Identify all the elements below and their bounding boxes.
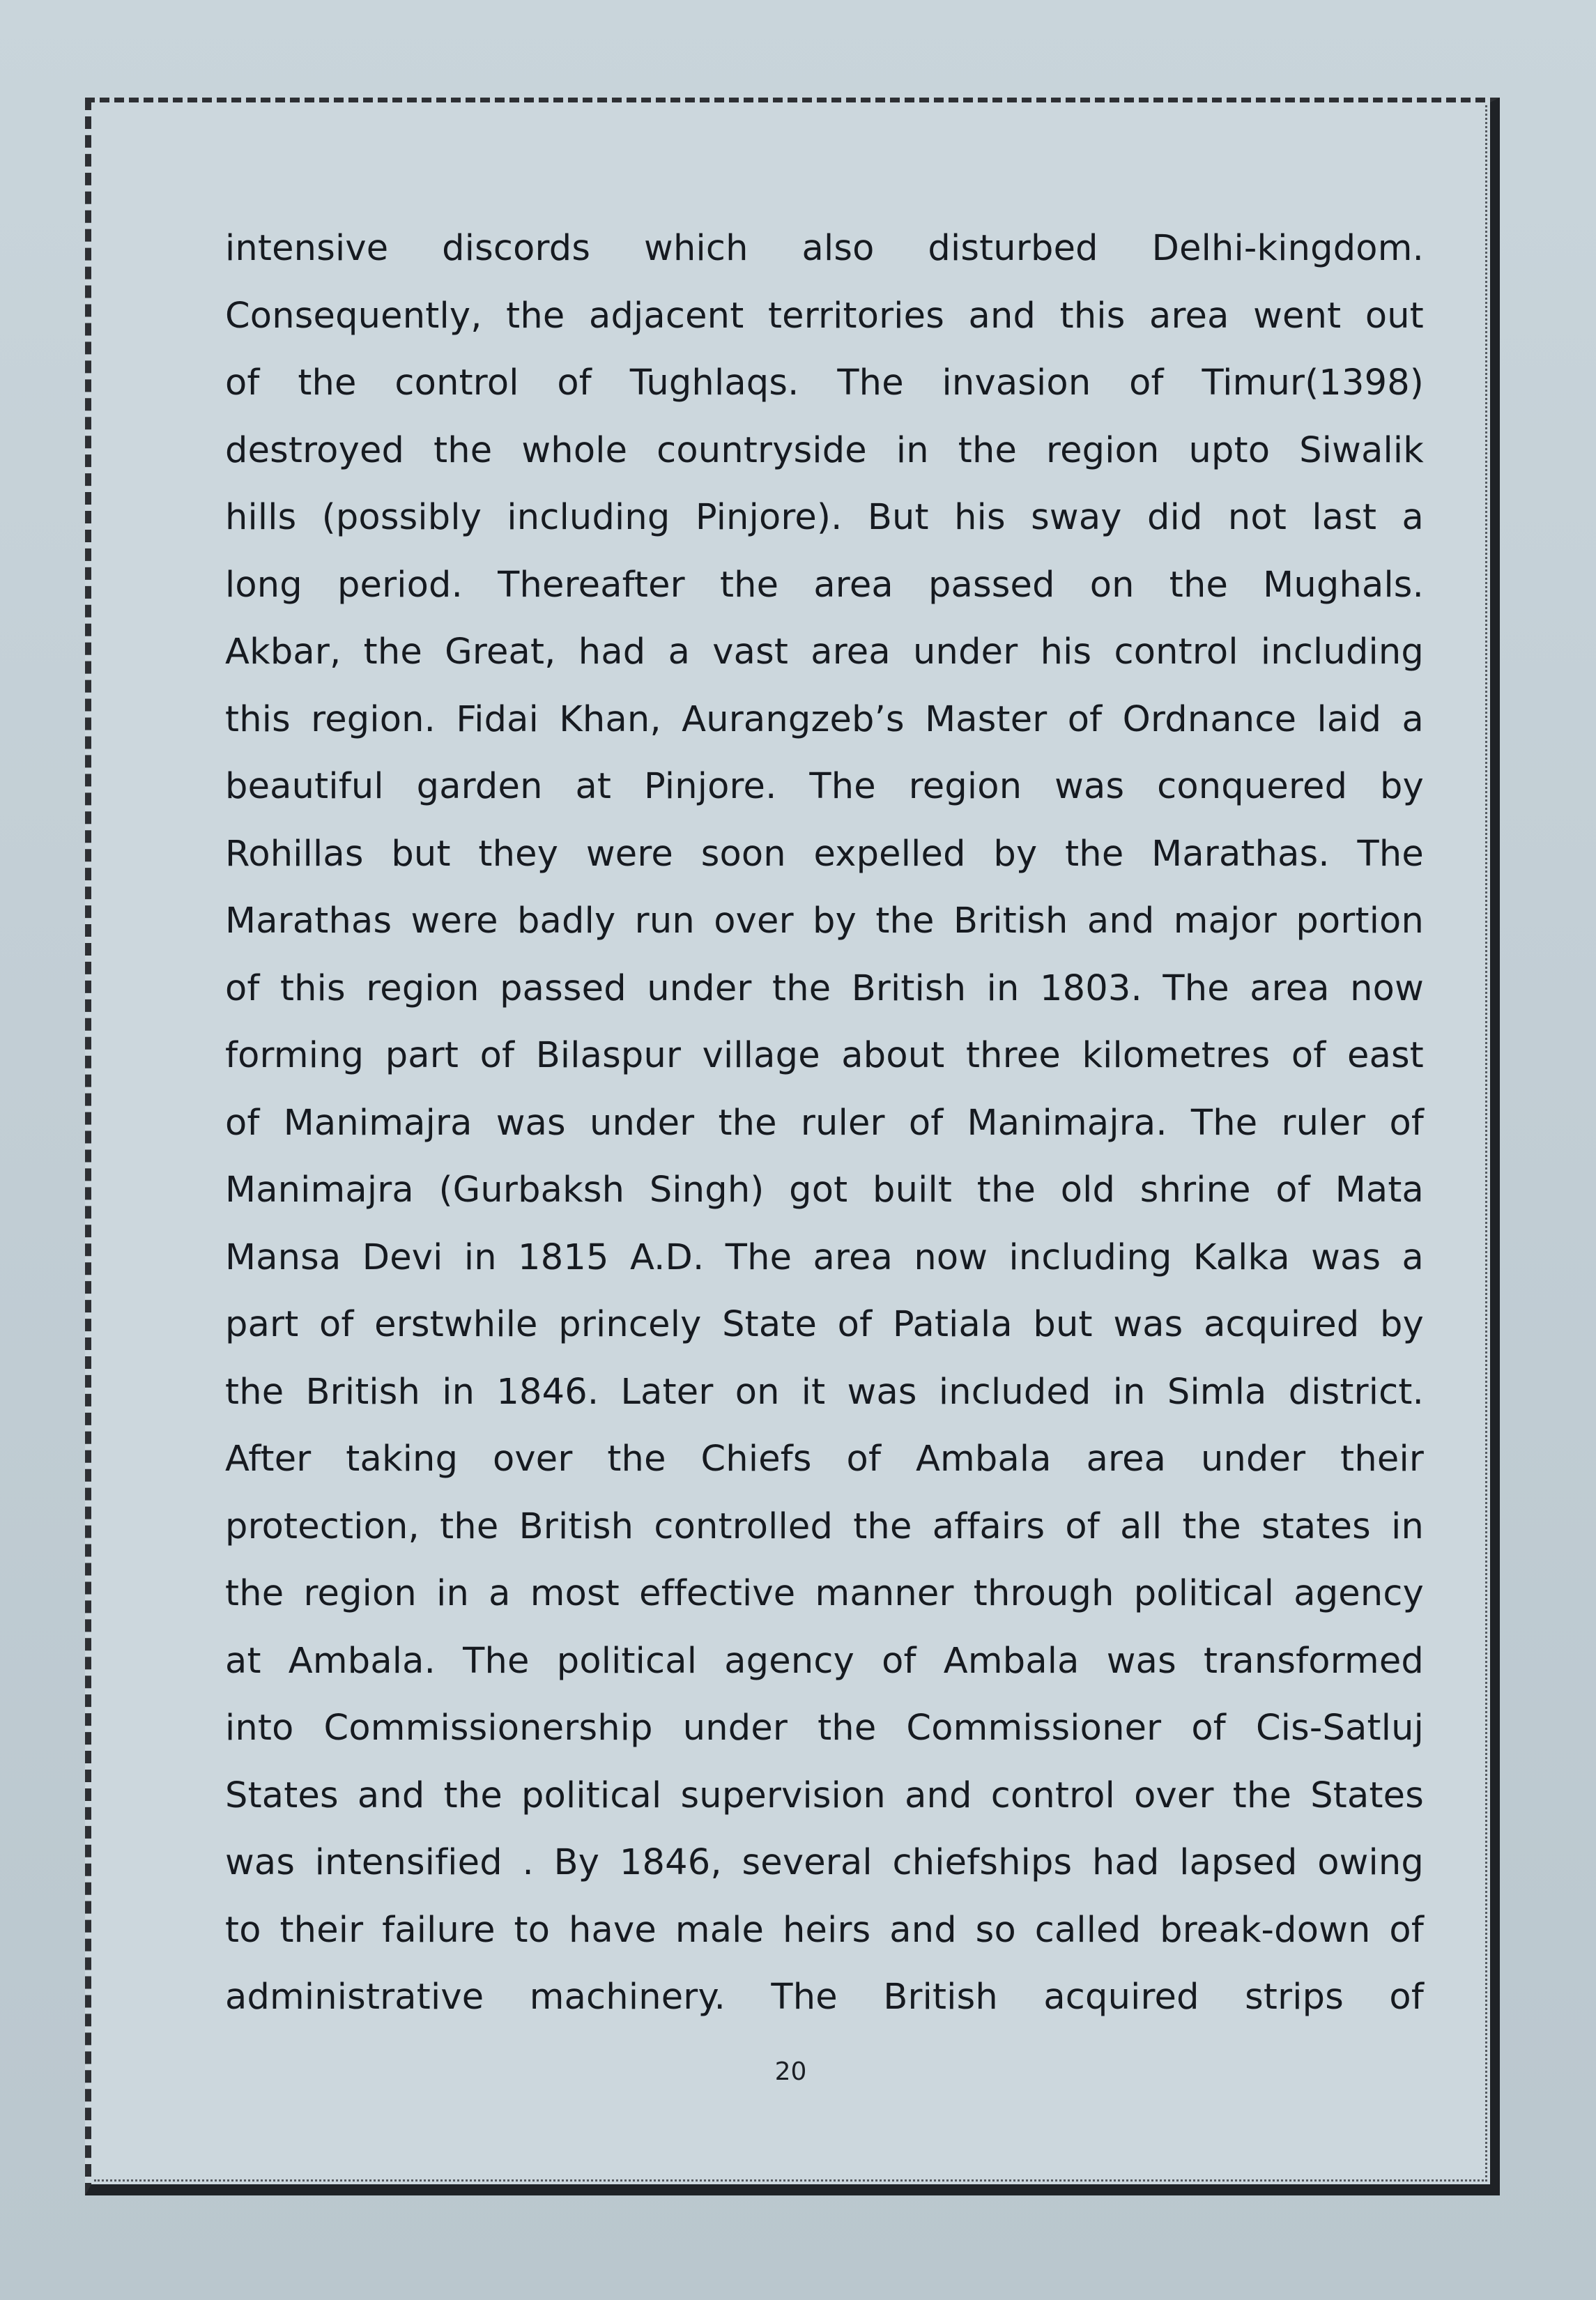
page-number: 20 bbox=[774, 2057, 807, 2086]
text-line: destroyed the whole countryside in the region upto Siwalik bbox=[225, 429, 1424, 471]
page-border-frame bbox=[85, 98, 1500, 2195]
text-line: of Manimajra was under the ruler of Manimajra. The ruler of bbox=[225, 1102, 1424, 1144]
text-line: into Commissionership under the Commissioner of Cis-Satluj bbox=[225, 1708, 1424, 1749]
text-line: forming part of Bilaspur village about three kilometres of east bbox=[225, 1035, 1424, 1076]
text-line: the British in 1846. Later on it was included in Simla district. bbox=[225, 1371, 1424, 1413]
text-line: was intensified . By 1846, several chiefships had lapsed owing bbox=[225, 1842, 1424, 1883]
text-line: the region in a most effective manner through political agency bbox=[225, 1573, 1424, 1614]
body-paragraph bbox=[225, 215, 1424, 2032]
text-line: long period. Thereafter the area passed on the Mughals. bbox=[225, 564, 1424, 606]
text-line: at Ambala. The political agency of Ambala was transformed bbox=[225, 1640, 1424, 1682]
text-line: beautiful garden at Pinjore. The region was conquered by bbox=[225, 766, 1424, 807]
text-line: Manimajra (Gurbaksh Singh) got built the old shrine of Mata bbox=[225, 1170, 1424, 1211]
text-line: Consequently, the adjacent territories and this area went out bbox=[225, 295, 1424, 337]
text-line: Marathas were badly run over by the British and major portion bbox=[225, 900, 1424, 942]
text-line: Rohillas but they were soon expelled by the Marathas. The bbox=[225, 833, 1424, 875]
text-line: to their failure to have male heirs and so called break-down of bbox=[225, 1909, 1424, 1951]
text-line: protection, the British controlled the affairs of all the states in bbox=[225, 1505, 1424, 1547]
text-line: intensive discords which also disturbed Delhi-kingdom. bbox=[225, 228, 1424, 269]
text-line: Akbar, the Great, had a vast area under his control including bbox=[225, 631, 1424, 673]
text-line: After taking over the Chiefs of Ambala area under their bbox=[225, 1439, 1424, 1480]
text-line: part of erstwhile princely State of Patiala but was acquired by bbox=[225, 1304, 1424, 1345]
text-line: of the control of Tughlaqs. The invasion of Timur(1398) bbox=[225, 362, 1424, 404]
text-line: hills (possibly including Pinjore). But his sway did not last a bbox=[225, 497, 1424, 538]
text-line: Mansa Devi in 1815 A.D. The area now including Kalka was a bbox=[225, 1236, 1424, 1278]
text-line: administrative machinery. The British acquired strips of bbox=[225, 1977, 1424, 2018]
text-line: this region. Fidai Khan, Aurangzeb’s Master of Ordnance laid a bbox=[225, 698, 1424, 740]
text-line: States and the political supervision and control over the States bbox=[225, 1774, 1424, 1816]
text-line: of this region passed under the British in 1803. The area now bbox=[225, 967, 1424, 1009]
